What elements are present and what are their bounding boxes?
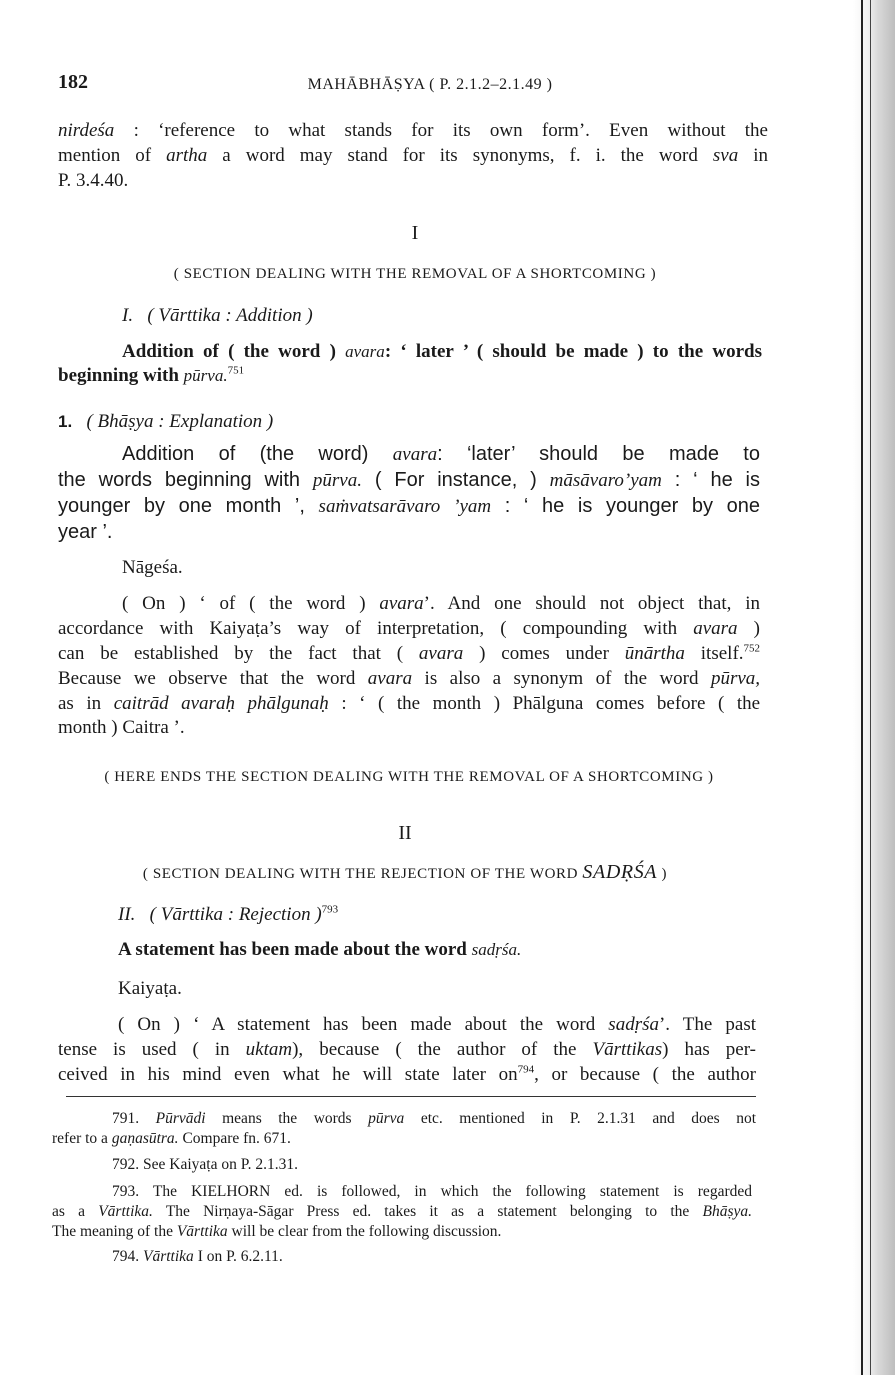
- varttika-statement: A statement has been made about the word sadṛśa.: [118, 939, 522, 960]
- section-numeral: II: [398, 822, 412, 844]
- footnote-792: 792. See Kaiyaṭa on P. 2.1.31.: [112, 1156, 298, 1173]
- page-number: 182: [58, 71, 88, 93]
- commentary-line: month ) Caitra ’.: [58, 717, 185, 738]
- commentary-line: ( On ) ‘ of ( the word ) avara’. And one should not object that, in: [122, 593, 760, 614]
- body-line: mention of artha a word may stand for its synonyms, f. i. the word sva in: [58, 145, 768, 166]
- bhasya-heading: 1. ( Bhāṣya : Explanation ): [58, 411, 274, 432]
- footnote-791: 791. Pūrvādi means the words pūrva etc. mentioned in P. 2.1.31 and does not: [112, 1110, 757, 1127]
- commentary-line: Because we observe that the word avara is also a synonym of the word pūrva,: [58, 668, 761, 689]
- footnote-rule: [66, 1096, 756, 1097]
- section-closing: ( HERE ENDS THE SECTION DEALING WITH THE REMOVAL OF A SHORTCOMING ): [104, 769, 714, 785]
- body-line: P. 3.4.40.: [58, 170, 129, 191]
- binding-line: [861, 0, 863, 1375]
- bhasya-line: Addition of (the word) avara: ‘later’ should be made to: [122, 443, 760, 465]
- body-line: nirdeśa : ‘reference to what stands for its own form’. Even without the: [58, 120, 768, 141]
- footnote-793: 793. The KIELHORN ed. is followed, in which the following statement is regarded: [112, 1183, 752, 1200]
- bhasya-line: younger by one month ’, saṁvatsarāvaro ’yam : ‘ he is younger by one: [58, 495, 760, 517]
- commentary-line: as in caitrād avaraḥ phālgunaḥ : ‘ ( the month ) Phālguna comes before ( the: [58, 693, 761, 714]
- binding-line-thin: [870, 0, 871, 1375]
- bhasya-line: the words beginning with pūrva. ( For instance, ) māsāvaro’yam : ‘ he is: [58, 469, 760, 491]
- footnote-793-cont: as a Vārttika. The Nirṇaya-Sāgar Press ed. takes it as a statement belonging to the Bhāṣya.: [52, 1203, 753, 1220]
- commentator-name: Nāgeśa.: [122, 557, 183, 578]
- bhasya-line: year ’.: [58, 521, 113, 543]
- section-heading: ( SECTION DEALING WITH THE REMOVAL OF A SHORTCOMING ): [173, 266, 657, 282]
- commentary-line: ( On ) ‘ A statement has been made about the word sadṛśa’. The past: [118, 1014, 757, 1035]
- subheading: II. ( Vārttika : Rejection )$^{793}$: [118, 903, 339, 925]
- footnote-793-cont: The meaning of the Vārttika will be clear from the following discussion.: [52, 1223, 502, 1240]
- varttika-statement: Addition of ( the word ) avara: ‘ later ’ ( should be made ) to the words: [122, 341, 763, 362]
- commentator-name: Kaiyaṭa.: [118, 978, 182, 999]
- commentary-line: ceived in his mind even what he will state later $on^{794}$, or because ( the author: [58, 1063, 756, 1085]
- footnote-794: 794. Vārttika I on P. 6.2.11.: [112, 1248, 283, 1265]
- footnote-791-cont: refer to a gaṇasūtra. Compare fn. 671.: [52, 1130, 291, 1147]
- varttika-statement: beginning with pūrva.$^{751}$: [58, 364, 245, 386]
- commentary-line: can be established by the fact that ( avara ) comes under ūnārtha itself.$^{752}$: [58, 642, 761, 664]
- section-numeral: I: [411, 222, 419, 244]
- scanned-page-edge: [853, 0, 895, 1375]
- subheading: I. ( Vārttika : Addition ): [122, 305, 313, 326]
- commentary-line: accordance with Kaiyaṭa’s way of interpretation, ( compounding with avara ): [58, 618, 760, 639]
- section-heading: ( SECTION DEALING WITH THE REJECTION OF THE WORD SADṚŚA ): [142, 861, 668, 883]
- running-title: MAHĀBHĀṢYA ( P. 2.1.2–2.1.49 ): [307, 76, 553, 93]
- commentary-line: tense is used ( in uktam), because ( the author of the Vārttikas) has per-: [58, 1039, 757, 1060]
